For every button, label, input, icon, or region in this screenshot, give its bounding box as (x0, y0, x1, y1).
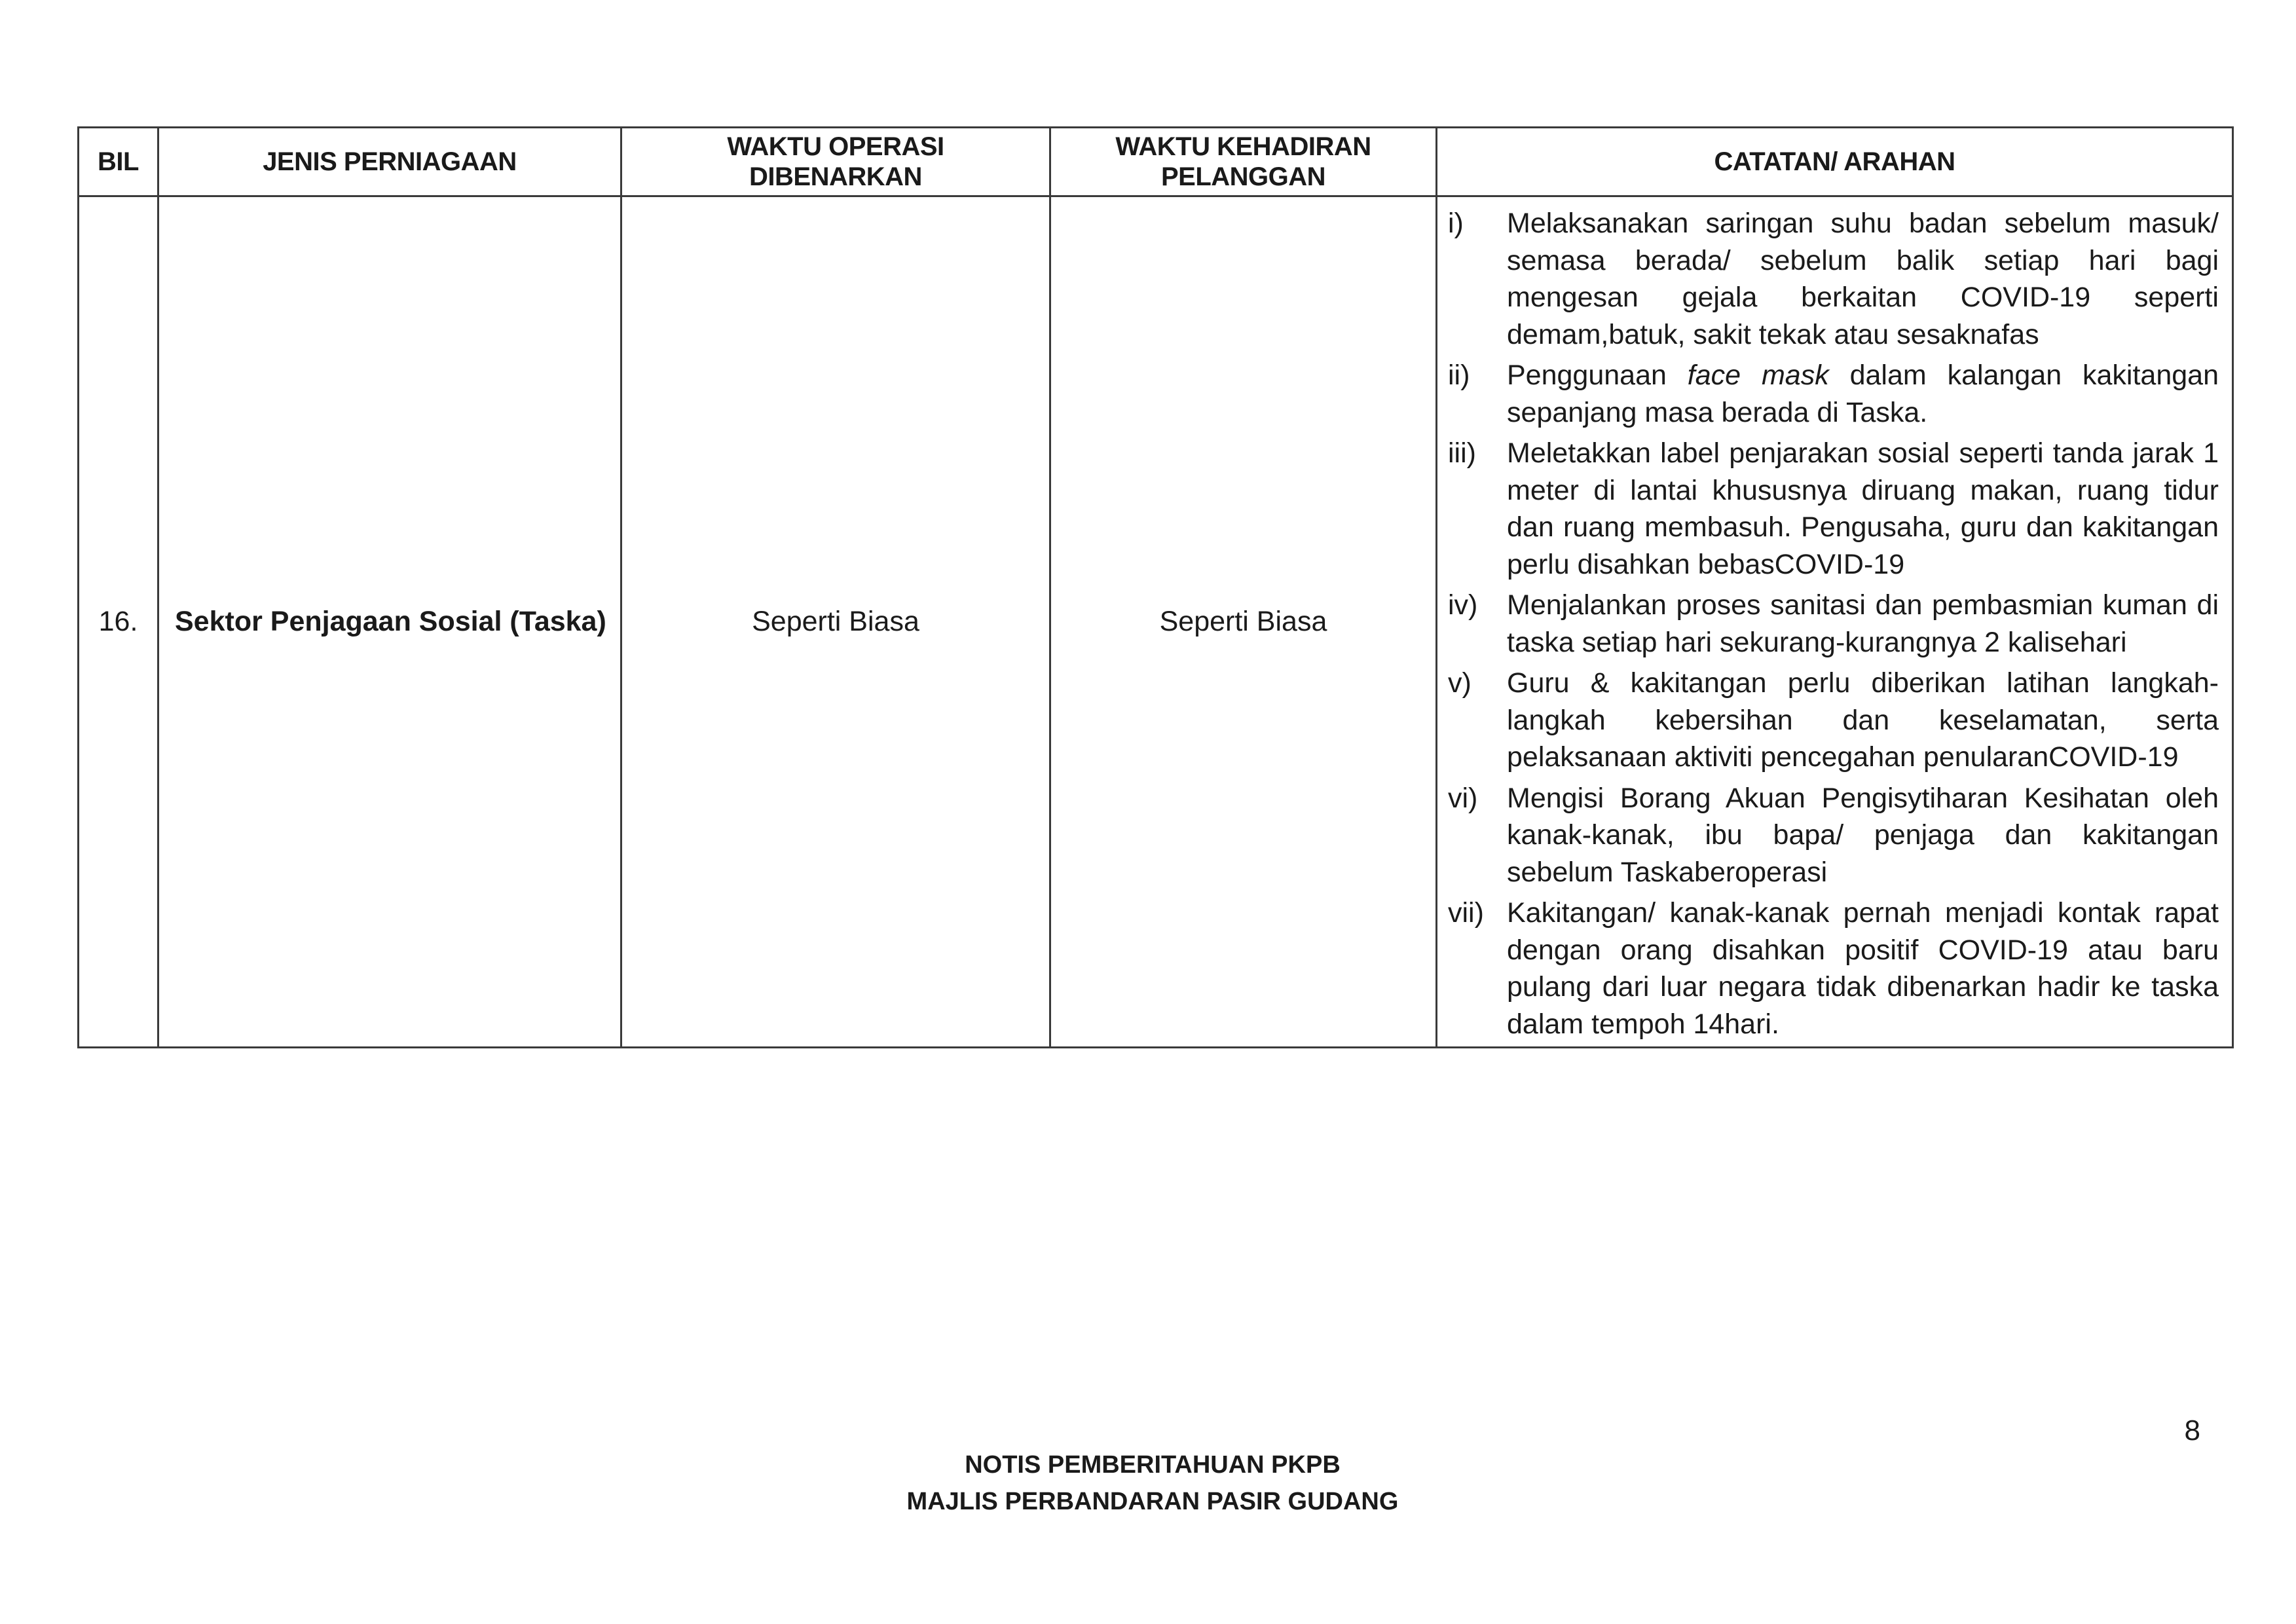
table-header-row (79, 128, 2233, 196)
list-item-text: Melaksanakan saringan suhu badan sebelum masuk/ semasa berada/ sebelum balik setiap hari bagi mengesan gejala berkaitan COVID-19 seperti demam,batuk, sakit tekak atau sesaknafas (1507, 208, 2219, 350)
list-item (1447, 780, 2219, 891)
cell-waktu-kehadiran: Seperti Biasa (1050, 196, 1437, 1048)
cell-jenis-perniagaan: Sektor Penjagaan Sosial (Taska) (158, 196, 621, 1048)
list-item (1447, 895, 2219, 1043)
list-item (1447, 435, 2219, 583)
list-item-text-italic: face mask (1687, 360, 1829, 391)
header-jenis-perniagaan: JENIS PERNIAGAAN (158, 128, 621, 196)
directive-list (1447, 205, 2219, 1043)
header-waktu-kehadiran-line1: WAKTU KEHADIRAN (1115, 132, 1371, 161)
list-item (1447, 665, 2219, 776)
footer-notice-title: NOTIS PEMBERITAHUAN PKPB (965, 1451, 1341, 1479)
list-item-number: v) (1448, 667, 1472, 699)
list-item-number: iv) (1448, 589, 1478, 621)
header-waktu-operasi-line2: DIBENARKAN (749, 162, 922, 191)
footer-council-name: MAJLIS PERBANDARAN PASIR GUDANG (906, 1488, 1399, 1515)
list-item-text-part: dalam kalangan kakitangan sepanjang masa berada di Taska. (1507, 360, 2219, 428)
cell-waktu-operasi: Seperti Biasa (621, 196, 1050, 1048)
cell-catatan-arahan (1437, 196, 2233, 1048)
list-item-text: Meletakkan label penjarakan sosial seperti tanda jarak 1 meter di lantai khususnya diruang makan, ruang tidur dan ruang membasuh. Pengusaha, guru dan kakitangan perlu disahkan bebasCOVID-19 (1507, 437, 2219, 580)
business-directive-table (77, 126, 2234, 1048)
header-waktu-kehadiran-line2: PELANGGAN (1160, 162, 1326, 191)
list-item-number: i) (1448, 208, 1464, 239)
list-item-text: Mengisi Borang Akuan Pengisytiharan Kesihatan oleh kanak-kanak, ibu bapa/ penjaga dan kakitangan sebelum Taskaberoperasi (1507, 782, 2219, 888)
header-waktu-operasi (621, 128, 1050, 196)
list-item (1447, 587, 2219, 661)
list-item-text: Kakitangan/ kanak-kanak pernah menjadi kontak rapat dengan orang disahkan positif COVID-19 atau baru pulang dari luar negara tidak dibenarkan hadir ke taska dalam tempoh 14hari. (1507, 897, 2219, 1040)
header-waktu-operasi-line1: WAKTU OPERASI (727, 132, 944, 161)
header-catatan-arahan: CATATAN/ ARAHAN (1437, 128, 2233, 196)
list-item-text-part: Penggunaan (1507, 360, 1688, 391)
list-item-number: iii) (1448, 437, 1476, 469)
list-item-number: ii) (1448, 360, 1470, 391)
list-item (1447, 357, 2219, 431)
list-item (1447, 205, 2219, 353)
list-item-number: vi) (1448, 782, 1478, 814)
list-item-text: Guru & kakitangan perlu diberikan latihan langkah-langkah kebersihan dan keselamatan, serta pelaksanaan aktiviti pencegahan penularanCOVID-19 (1507, 667, 2219, 773)
list-item-text: Menjalankan proses sanitasi dan pembasmian kuman di taska setiap hari sekurang-kurangnya 2 kalisehari (1507, 589, 2219, 658)
table-row (79, 196, 2233, 1048)
page-number: 8 (2184, 1414, 2200, 1447)
list-item-text (1507, 357, 2219, 431)
header-waktu-kehadiran (1050, 128, 1437, 196)
cell-bil: 16. (79, 196, 158, 1048)
list-item-number: vii) (1448, 897, 1484, 929)
header-bil: BIL (79, 128, 158, 196)
